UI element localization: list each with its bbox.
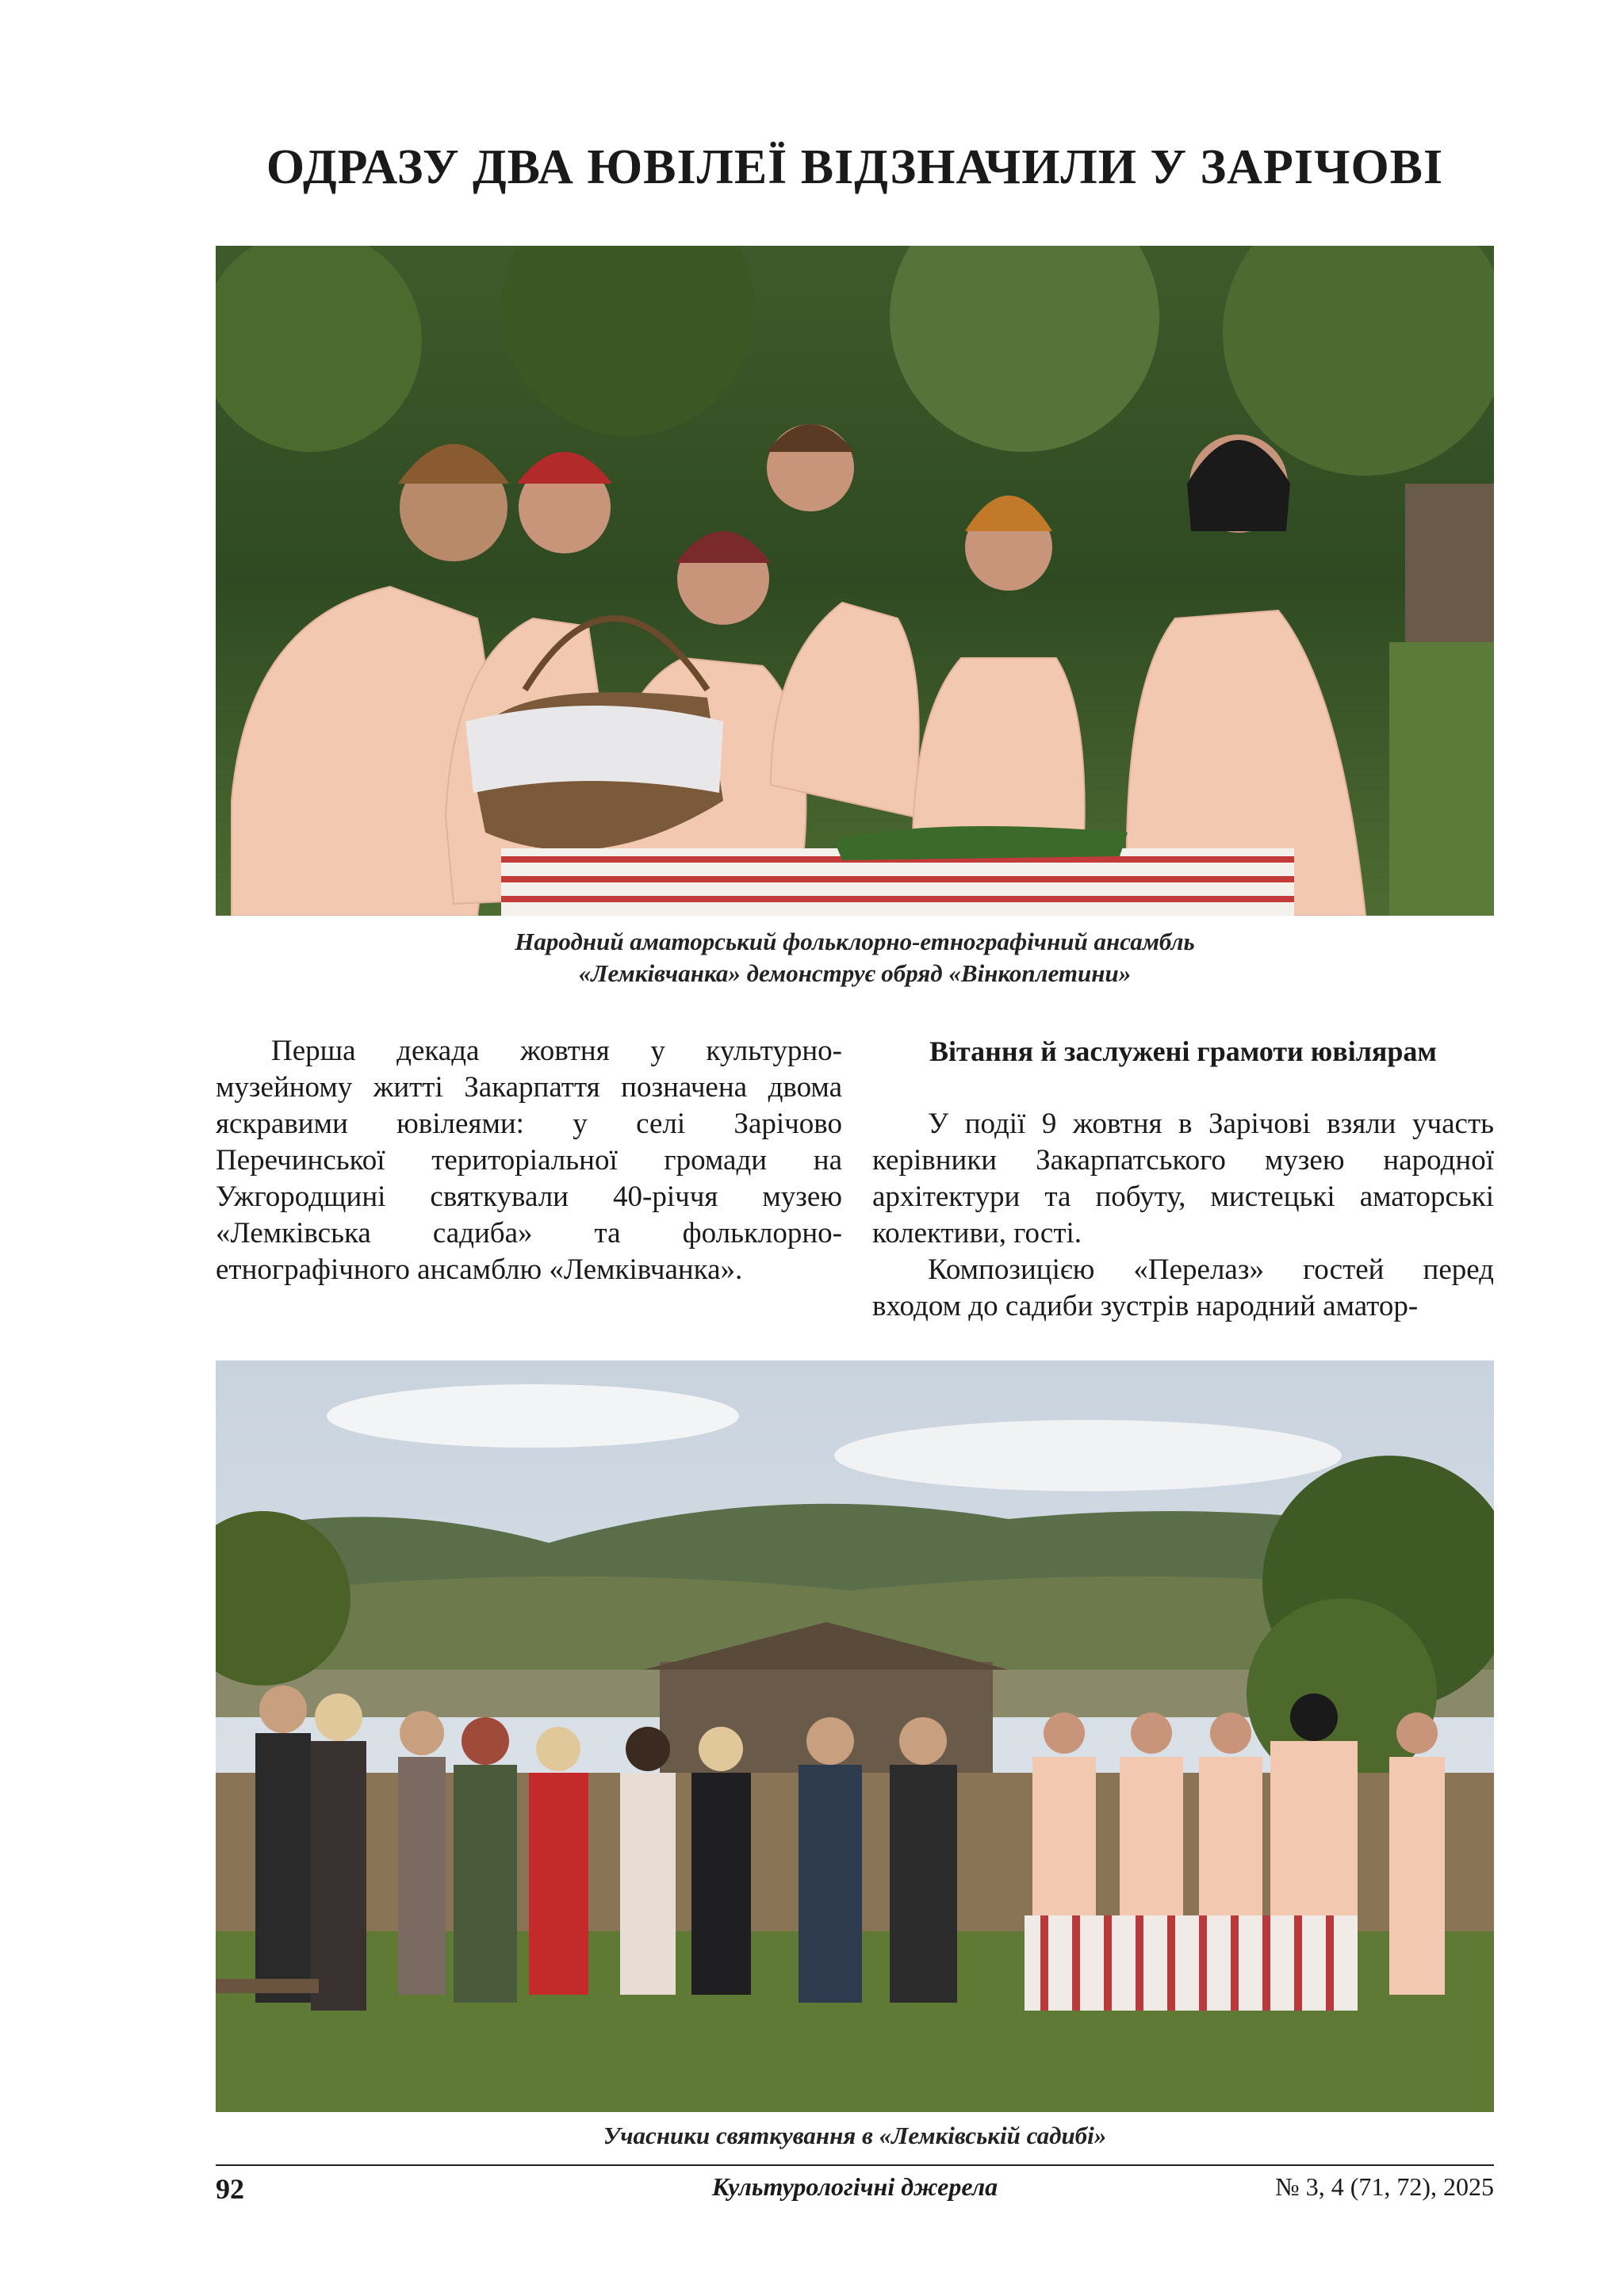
figure-caption-1-line2: «Лемківчанка» демонструє обряд «Вінкоплетини» — [578, 959, 1132, 987]
figure-caption-1-line1: Народний аматорський фольклорно-етнографічний ансамбль — [515, 928, 1195, 955]
figure-caption-2-line1: Учасники святкування в «Лемківській садибі» — [603, 2122, 1107, 2149]
figure-caption-1 — [216, 926, 1494, 989]
text-column-left — [216, 1033, 842, 1288]
journal-title: Культурологічні джерела — [711, 2172, 998, 2201]
page-footer — [216, 2172, 1494, 2207]
text-column-right — [872, 1033, 1494, 1325]
article-title: ОДРАЗУ ДВА ЮВІЛЕЇ ВІДЗНАЧИЛИ У ЗАРІЧОВІ — [266, 140, 1444, 194]
photo-celebration-participants — [216, 1360, 1494, 2112]
footer-rule — [216, 2164, 1494, 2166]
paragraph-participants: У події 9 жовтня в Зарічові взяли участь керівники Закарпатського музею народної архітектури та побуту, мистецькі аматорські колективи, гості. — [872, 1108, 1494, 1249]
issue-info: № 3, 4 (71, 72), 2025 — [1275, 2172, 1494, 2201]
paragraph-perelaz: Композицією «Перелаз» гостей перед входом до садиби зустрів народний аматор- — [872, 1253, 1494, 1322]
section-subheading: Вітання й заслужені грамоти ювілярам — [929, 1035, 1437, 1067]
paragraph-intro: Перша декада жовтня у культурно-музейному житті Закарпаття позначена двома яскравими ювілеями: у селі Зарічово Перечинської територіальної громади на Ужгородщині святкували 40-річчя музею «Лемківська садиба» та фольклорно-етнографічного ансамблю «Лемківчанка». — [216, 1035, 842, 1286]
photo-ensemble-ritual — [216, 246, 1494, 916]
figure-caption-2 — [216, 2120, 1494, 2152]
page-number: 92 — [216, 2173, 244, 2205]
